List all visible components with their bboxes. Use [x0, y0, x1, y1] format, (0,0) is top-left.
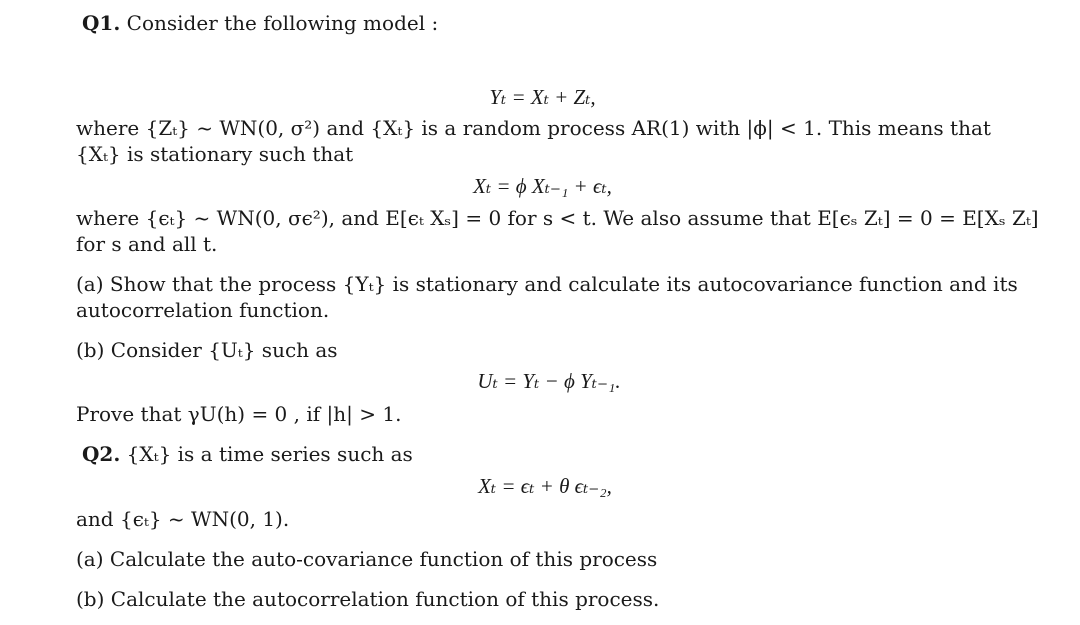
q1-assume-line-2: for s and all t.: [76, 232, 218, 256]
q2-noise: and {ϵₜ} ~ WN(0, 1).: [76, 507, 290, 531]
q2-part-b: (b) Calculate the autocorrelation function of this process.: [76, 587, 660, 611]
q1-assume-line-1: where {ϵₜ} ~ WN(0, σϵ²), and E[ϵₜ Xₛ] = 0 for s < t. We also assume that E[ϵₛ Zₜ] = 0 = E[Xₛ Zₜ]: [76, 206, 1039, 230]
q2-heading: [82, 441, 1080, 467]
q1-intro: Consider the following model :: [126, 11, 439, 35]
q1-label: Q1.: [82, 11, 121, 35]
q1-part-a-line-1: (a) Show that the process {Yₜ} is stationary and calculate its autocovariance function and its: [76, 272, 1018, 296]
q2-ma-equation: Xₜ = ϵₜ + θ ϵₜ₋₂,: [478, 474, 612, 498]
q1-prove: Prove that γU(h) = 0 , if |h| > 1.: [76, 402, 402, 426]
q1-part-b: (b) Consider {Uₜ} such as: [76, 338, 338, 362]
q1-where-line-2: {Xₜ} is stationary such that: [76, 142, 354, 166]
q2-part-a: (a) Calculate the auto-covariance function of this process: [76, 547, 658, 571]
q1-where-line-1: where {Zₜ} ~ WN(0, σ²) and {Xₜ} is a random process AR(1) with |ϕ| < 1. This means that: [76, 116, 991, 140]
q2-intro: {Xₜ} is a time series such as: [126, 442, 413, 466]
q1-part-a-line-2: autocorrelation function.: [76, 298, 330, 322]
q1-heading: [82, 10, 1080, 36]
q2-label: Q2.: [82, 442, 121, 466]
q1-model-equation: Yₜ = Xₜ + Zₜ,: [489, 85, 596, 109]
q1-ar-equation: Xₜ = ϕ Xₜ₋₁ + ϵₜ,: [473, 174, 612, 198]
q1-u-equation: Uₜ = Yₜ − ϕ Yₜ₋₁.: [477, 369, 621, 393]
